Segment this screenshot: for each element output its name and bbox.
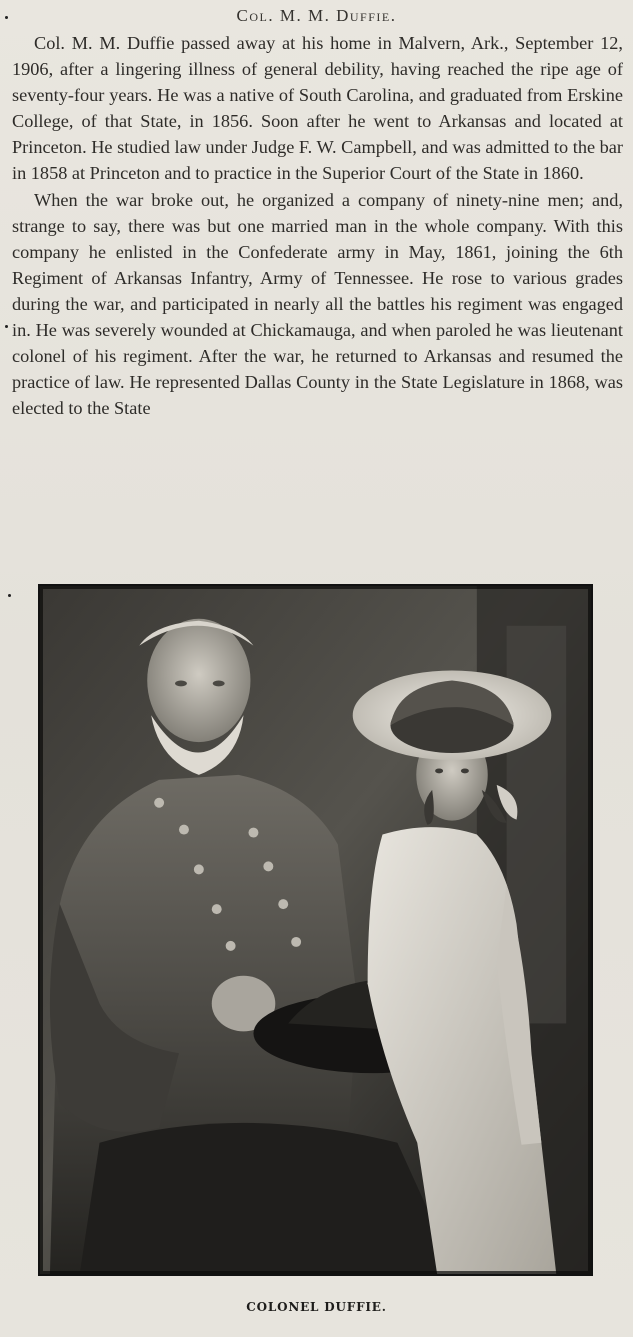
article-body: [12, 30, 623, 421]
margin-mark: [5, 325, 8, 328]
margin-mark: [8, 594, 11, 597]
article-paragraph: When the war broke out, he organized a company of ninety-nine men; and, strange to say, there was but one married man in the whole company. With this company he enlisted in the Confederate army in May, 1861, joining the 6th Regiment of Arkansas Infantry, Army of Tennessee. He rose to various grades during the war, and participated in nearly all the battles his regiment was engaged in. He was severely wounded at Chickamauga, and when paroled he was lieutenant colonel of his regiment. After the war, he returned to Arkansas and resumed the practice of law. He represented Dallas County in the State Legislature in 1868, was elected to the State: [12, 189, 623, 419]
photo-caption: COLONEL DUFFIE.: [246, 1300, 387, 1314]
portrait-photograph: [38, 584, 593, 1276]
article-heading: Col. M. M. Duffie.: [236, 6, 397, 25]
article-paragraph: Col. M. M. Duffie passed away at his home in Malvern, Ark., September 12, 1906, after a lingering illness of general debility, having reached the ripe age of seventy-four years. He was a native of South Carolina, and graduated from Erskine College, of that State, in 1856. Soon after he went to Arkansas and located at Princeton. He studied law under Judge F. W. Campbell, and was admitted to the bar in 1858 at Princeton and to practice in the Superior Court of the State in 1860.: [12, 33, 623, 184]
